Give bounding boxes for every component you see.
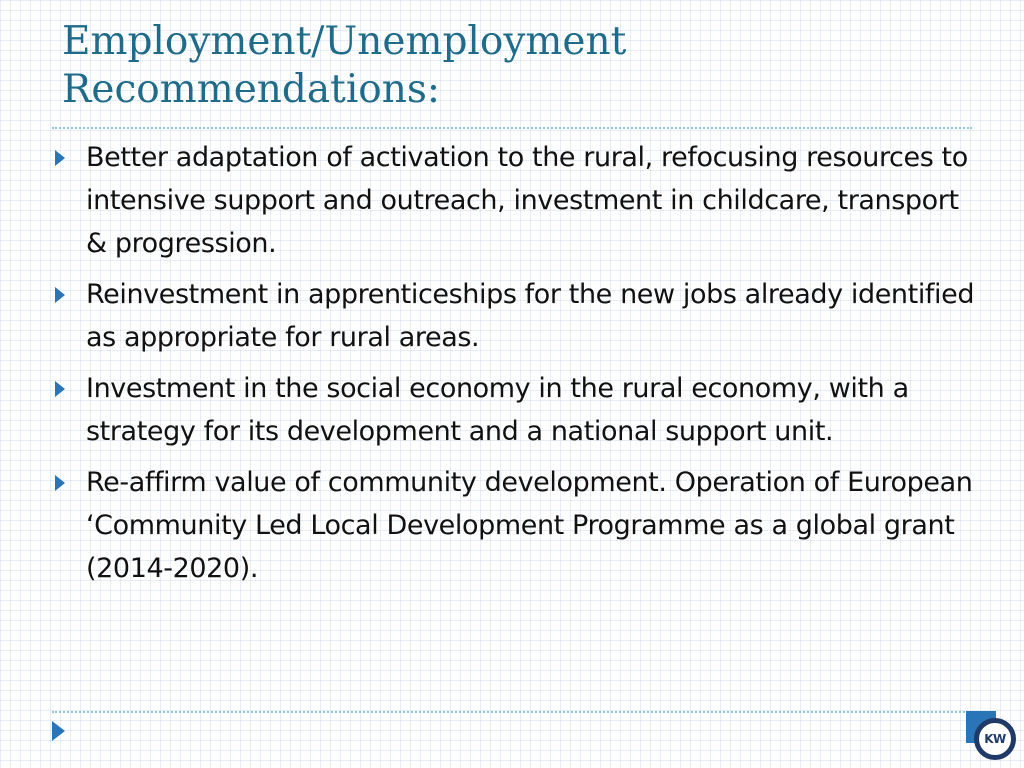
title-divider — [52, 127, 972, 129]
bullet-text: Reinvestment in apprenticeships for the new jobs already identified as appropriate for rural areas. — [86, 279, 975, 353]
title-line-2: Recommendations: — [62, 67, 441, 112]
title-line-1: Employment/Unemployment — [62, 19, 627, 64]
slide-title — [62, 18, 962, 114]
triangle-bullet-icon — [55, 381, 65, 397]
footer-divider — [52, 711, 972, 713]
bullet-item — [52, 461, 977, 590]
bullet-text: Re-affirm value of community development. Operation of European ‘Community Led Local Development Programme as a global grant (2014-2020). — [86, 467, 973, 584]
logo-text: KW — [984, 732, 1006, 746]
triangle-bullet-icon — [55, 475, 65, 491]
triangle-bullet-icon — [55, 150, 65, 166]
bullet-text: Better adaptation of activation to the rural, refocusing resources to intensive support and outreach, investment in childcare, transport & progression. — [86, 142, 968, 259]
kw-logo — [974, 718, 1016, 760]
bullet-item — [52, 367, 977, 453]
bullet-item — [52, 136, 977, 265]
bullet-item — [52, 273, 977, 359]
bullet-text: Investment in the social economy in the rural economy, with a strategy for its development and a national support unit. — [86, 373, 909, 447]
next-slide-arrow-icon[interactable] — [52, 721, 65, 741]
triangle-bullet-icon — [55, 287, 65, 303]
bullet-list — [52, 136, 977, 598]
